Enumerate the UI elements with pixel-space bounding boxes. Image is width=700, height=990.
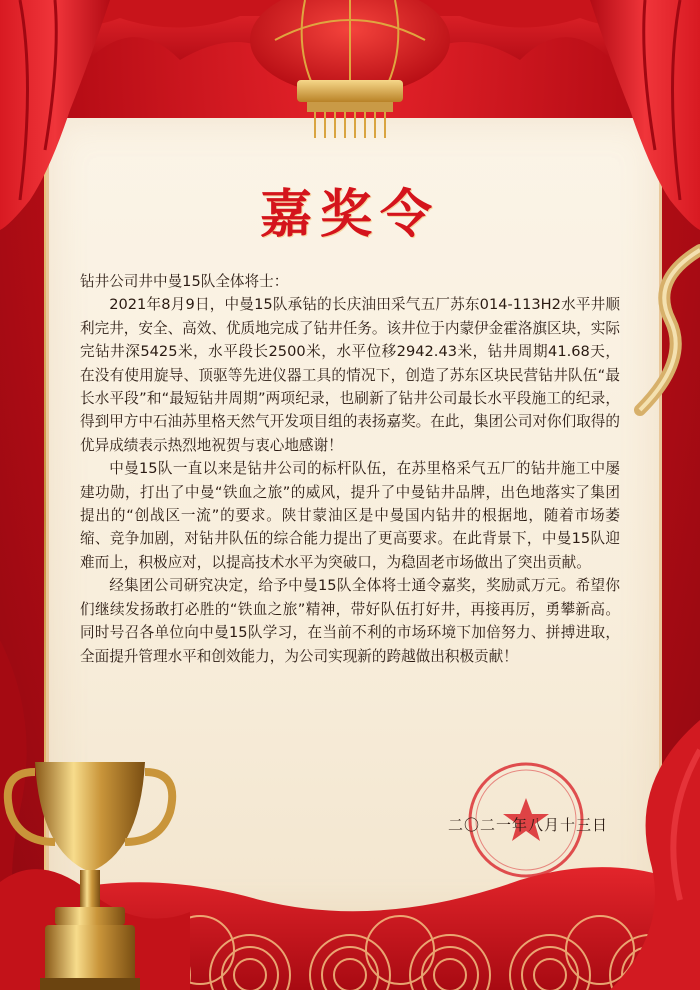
letter-body xyxy=(80,270,620,668)
salutation: 钻井公司井中曼15队全体将士： xyxy=(80,273,289,290)
paragraph-3: 经集团公司研究决定，给予中曼15队全体将士通令嘉奖，奖励贰万元。希望你们继续发扬敢打必胜的“铁血之旅”精神，带好队伍打好井，再接再厉，勇攀新高。同时号召各单位向中曼15队学习，在当前不利的市场环境下加倍努力、拼搏进取，全面提升管理水平和创效能力，为公司实现新的跨越做出积极贡献！ xyxy=(80,577,620,665)
paragraph-2: 中曼15队一直以来是钻井公司的标杆队伍，在苏里格采气五厂的钻井施工中屡建功勋，打出了中曼“铁血之旅”的威风，提升了中曼钻井品牌，出色地落实了集团提出的“创战区一流”的要求。陕甘蒙油区是中曼国内钻井的根据地，随着市场萎缩、竞争加剧，对钻井队伍的综合能力提出了更高要求。在此背景下，中曼15队迎难而上，积极应对，以提高技术水平为突破口，为稳固老市场做出了突出贡献。 xyxy=(80,460,620,571)
paragraph-1: 2021年8月9日，中曼15队承钻的长庆油田采气五厂苏东014-113H2水平井顺利完井，安全、高效、优质地完成了钻井任务。该井位于内蒙伊金霍洛旗区块，实际完钻井深5425米，水平段长2500米，水平位移2942.43米，钻井周期41.68天， 在没有使用旋导、顶驱等先进仪器工具的情况下，创造了苏东区块民营钻井队伍“最长水平段”和“最短钻井周期”两项纪录，也刷新了钻井公司最长水平段施工的纪录，得到甲方中石油苏里格天然气开发项目组的表扬嘉奖。在此，集团公司对你们取得的优异成绩表示热烈地祝贺与衷心地感谢！ xyxy=(80,296,620,454)
issue-date: 二〇二一年八月十三日 xyxy=(448,816,609,834)
gold-ribbon xyxy=(620,240,700,420)
page-title: 嘉奖令 xyxy=(259,184,440,245)
right-silk-drape xyxy=(590,720,700,990)
trophy-icon xyxy=(0,742,190,990)
red-lantern-icon xyxy=(245,0,455,140)
